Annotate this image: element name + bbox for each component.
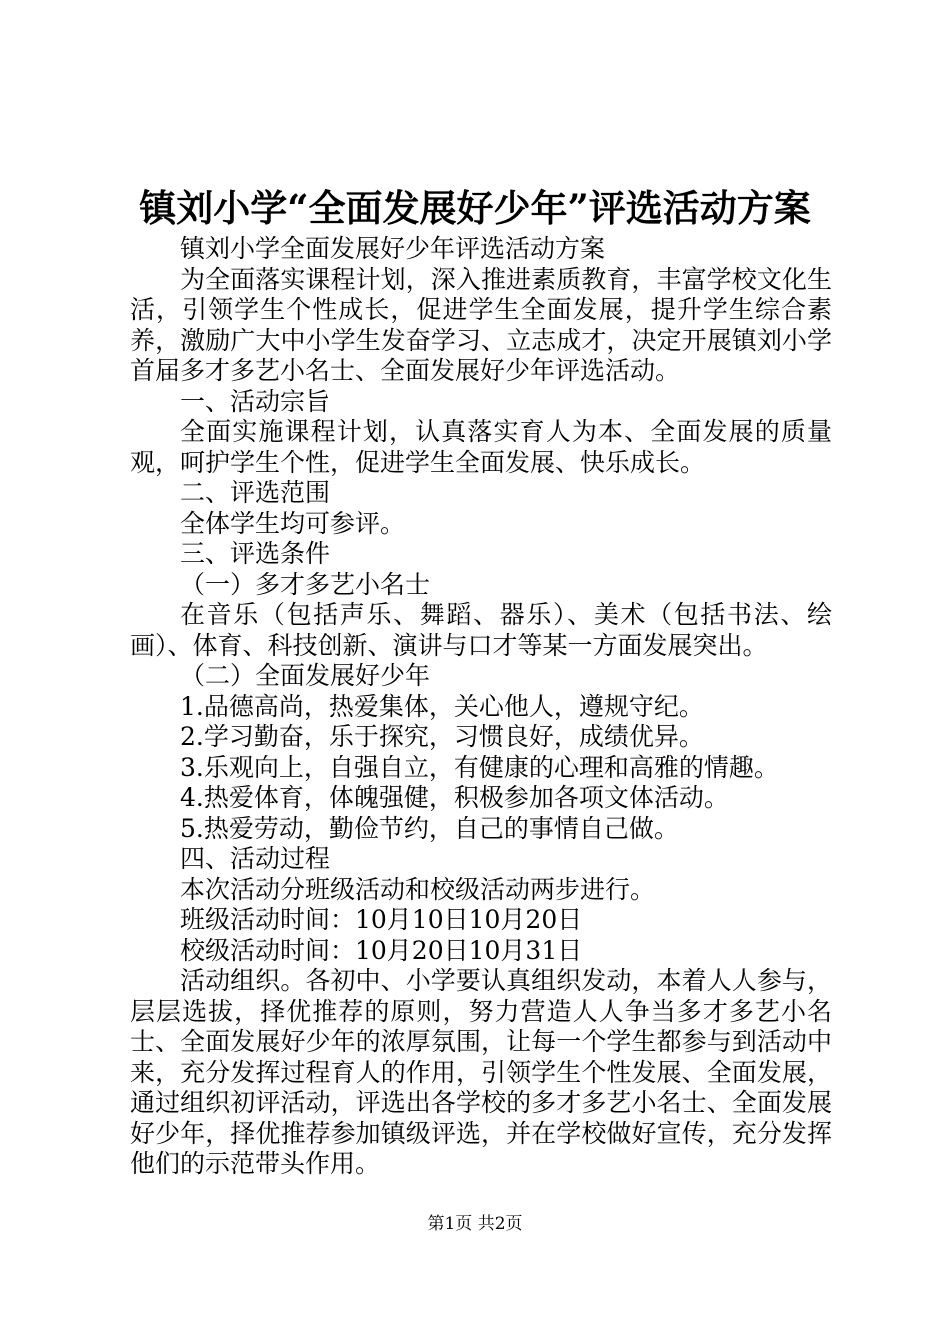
doc-subtitle: 镇刘小学全面发展好少年评选活动方案 xyxy=(180,234,606,263)
talent-paragraph: 在音乐（包括声乐、舞蹈、器乐）、美术（包括书法、绘画）、体育、科技创新、演讲与口才等某一方面发展突出。 xyxy=(130,600,832,660)
criteria-item: 3.乐观向上，自强自立，有健康的心理和高雅的情趣。 xyxy=(180,752,779,782)
purpose-paragraph: 全面实施课程计划，认真落实育人为本、全面发展的质量观，呵护学生个性，促进学生全面发展、快乐成长。 xyxy=(130,417,832,477)
criteria-item: 2.学习勤奋，乐于探究，习惯良好，成绩优异。 xyxy=(180,722,704,751)
subsection-heading-talent: （一）多才多艺小名士 xyxy=(180,569,431,599)
page-footer: 第1页 共2页 xyxy=(427,1214,523,1234)
process-paragraph: 本次活动分班级活动和校级活动两步进行。 xyxy=(180,874,656,904)
intro-paragraph: 为全面落实课程计划，深入推进素质教育，丰富学校文化生活，引领学生个性成长，促进学生全面发展，提升学生综合素养，激励广大中小学生发奋学习、立志成才，决定开展镇刘小学首届多才多艺小名士、全面发展好少年评选活动。 xyxy=(130,264,832,385)
school-activity-time: 校级活动时间：10月20日10月31日 xyxy=(180,935,583,965)
section-heading-scope: 二、评选范围 xyxy=(180,478,331,507)
subsection-heading-allround: （二）全面发展好少年 xyxy=(180,661,431,690)
scope-paragraph: 全体学生均可参评。 xyxy=(180,508,406,538)
criteria-item: 1.品德高尚，热爱集体，关心他人，遵规守纪。 xyxy=(180,691,704,721)
criteria-item: 5.热爱劳动，勤俭节约，自己的事情自己做。 xyxy=(180,813,679,843)
section-heading-process: 四、活动过程 xyxy=(180,844,331,873)
class-activity-time: 班级活动时间：10月10日10月20日 xyxy=(180,905,583,934)
document-body xyxy=(130,234,832,1180)
section-heading-criteria: 三、评选条件 xyxy=(180,539,331,568)
document-title: 镇刘小学“全面发展好少年”评选活动方案 xyxy=(139,186,811,230)
criteria-item: 4.热爱体育，体魄强健，积极参加各项文体活动。 xyxy=(180,783,729,812)
organization-paragraph: 活动组织。各初中、小学要认真组织发动，本着人人参与，层层选拔，择优推荐的原则，努力营造人人争当多才多艺小名士、全面发展好少年的浓厚氛围，让每一个学生都参与到活动中来，充分发挥过程育人的作用，引领学生个性发展、全面发展，通过组织初评活动，评选出各学校的多才多艺小名士、全面发展好少年，择优推荐参加镇级评选，并在学校做好宣传，充分发挥他们的示范带头作用。 xyxy=(130,966,832,1178)
section-heading-purpose: 一、活动宗旨 xyxy=(180,386,331,416)
